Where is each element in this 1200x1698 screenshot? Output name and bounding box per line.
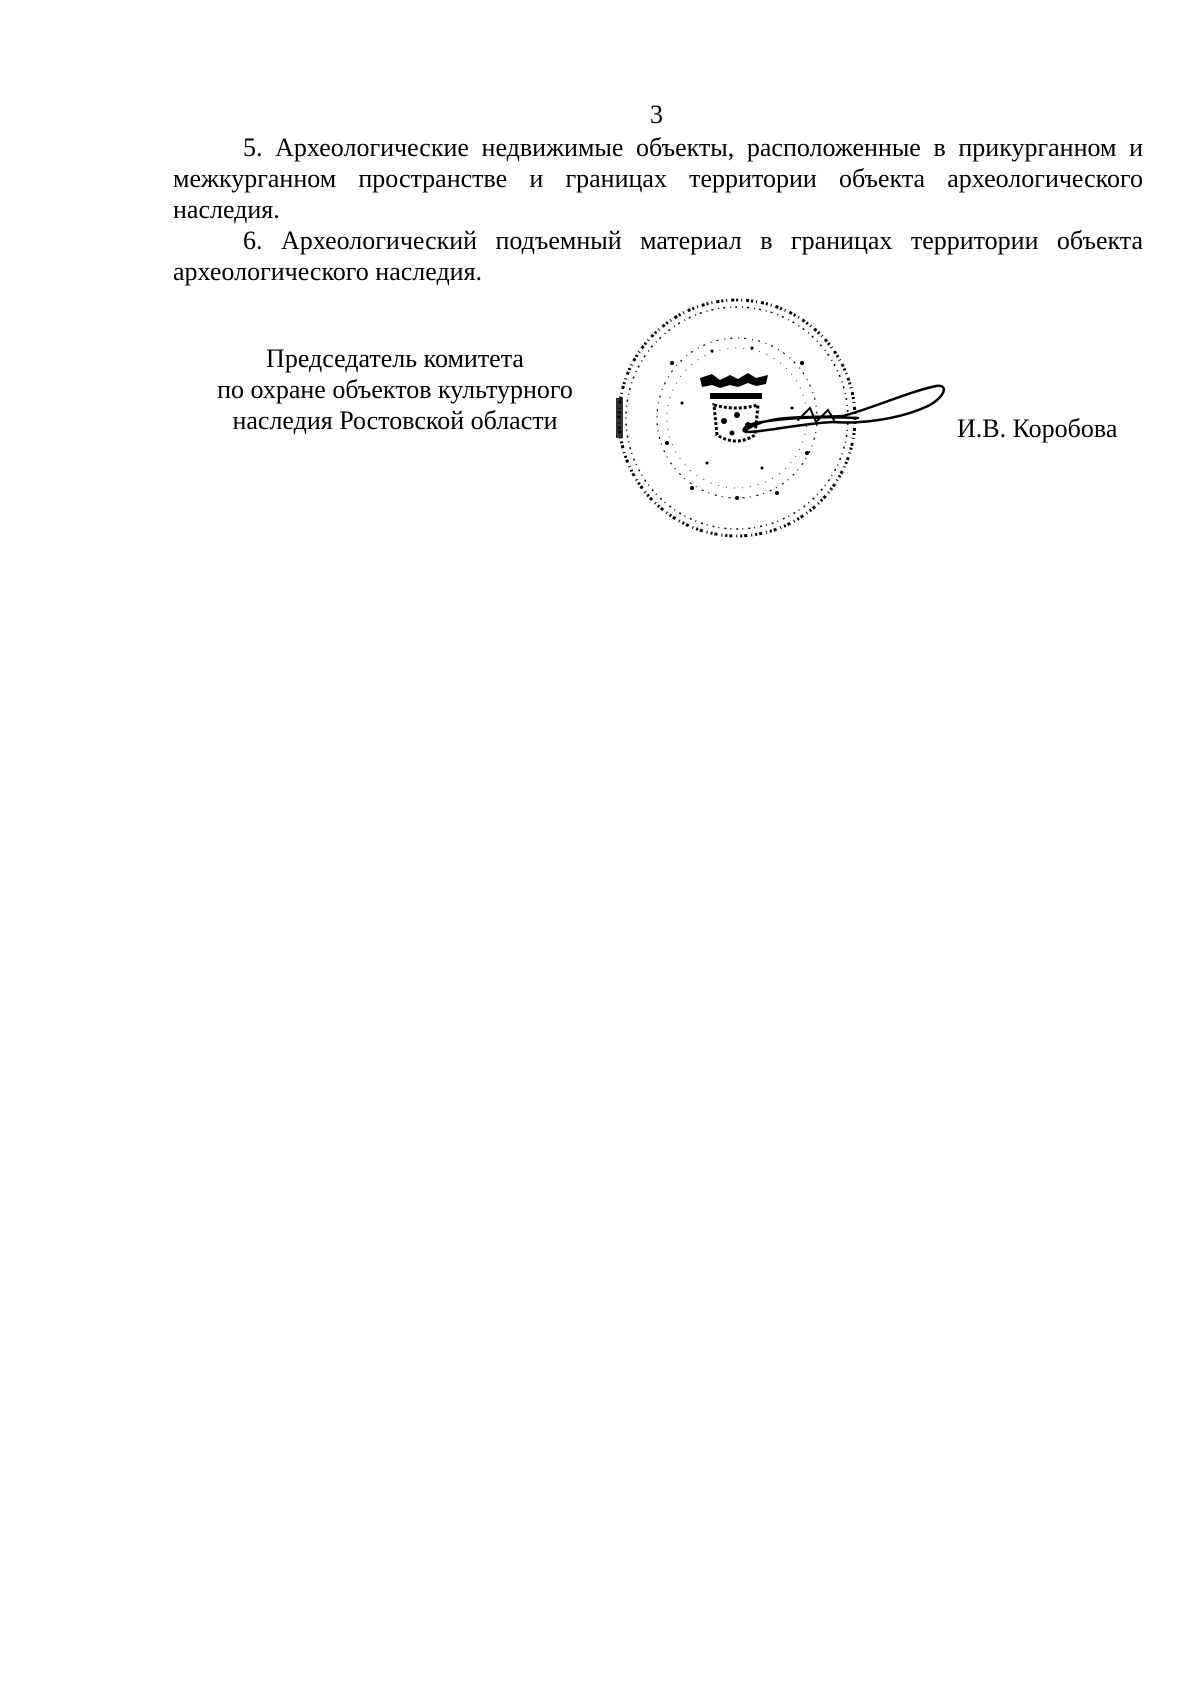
paragraph-number: 6. <box>243 226 263 255</box>
paragraph-6 <box>173 225 1143 287</box>
signatory-title-line: по охране объектов культурного <box>217 375 573 404</box>
signatory-title-line: наследия Ростовской области <box>232 406 558 435</box>
paragraph-5 <box>173 132 1143 225</box>
paragraph-text: Археологический подъемный материал в границах территории объекта археологического наследия. <box>173 226 1143 286</box>
handwritten-signature <box>738 378 948 448</box>
page-number: 3 <box>650 100 663 129</box>
signatory-name: И.В. Коробова <box>957 414 1118 443</box>
paragraph-text: Археологические недвижимые объекты, расположенные в прикурганном и межкурганном пространстве и границах территории объекта археологического наследия. <box>173 133 1144 224</box>
signatory-title <box>180 343 610 436</box>
paragraph-number: 5. <box>243 133 263 162</box>
signatory-title-line: Председатель комитета <box>266 344 524 373</box>
